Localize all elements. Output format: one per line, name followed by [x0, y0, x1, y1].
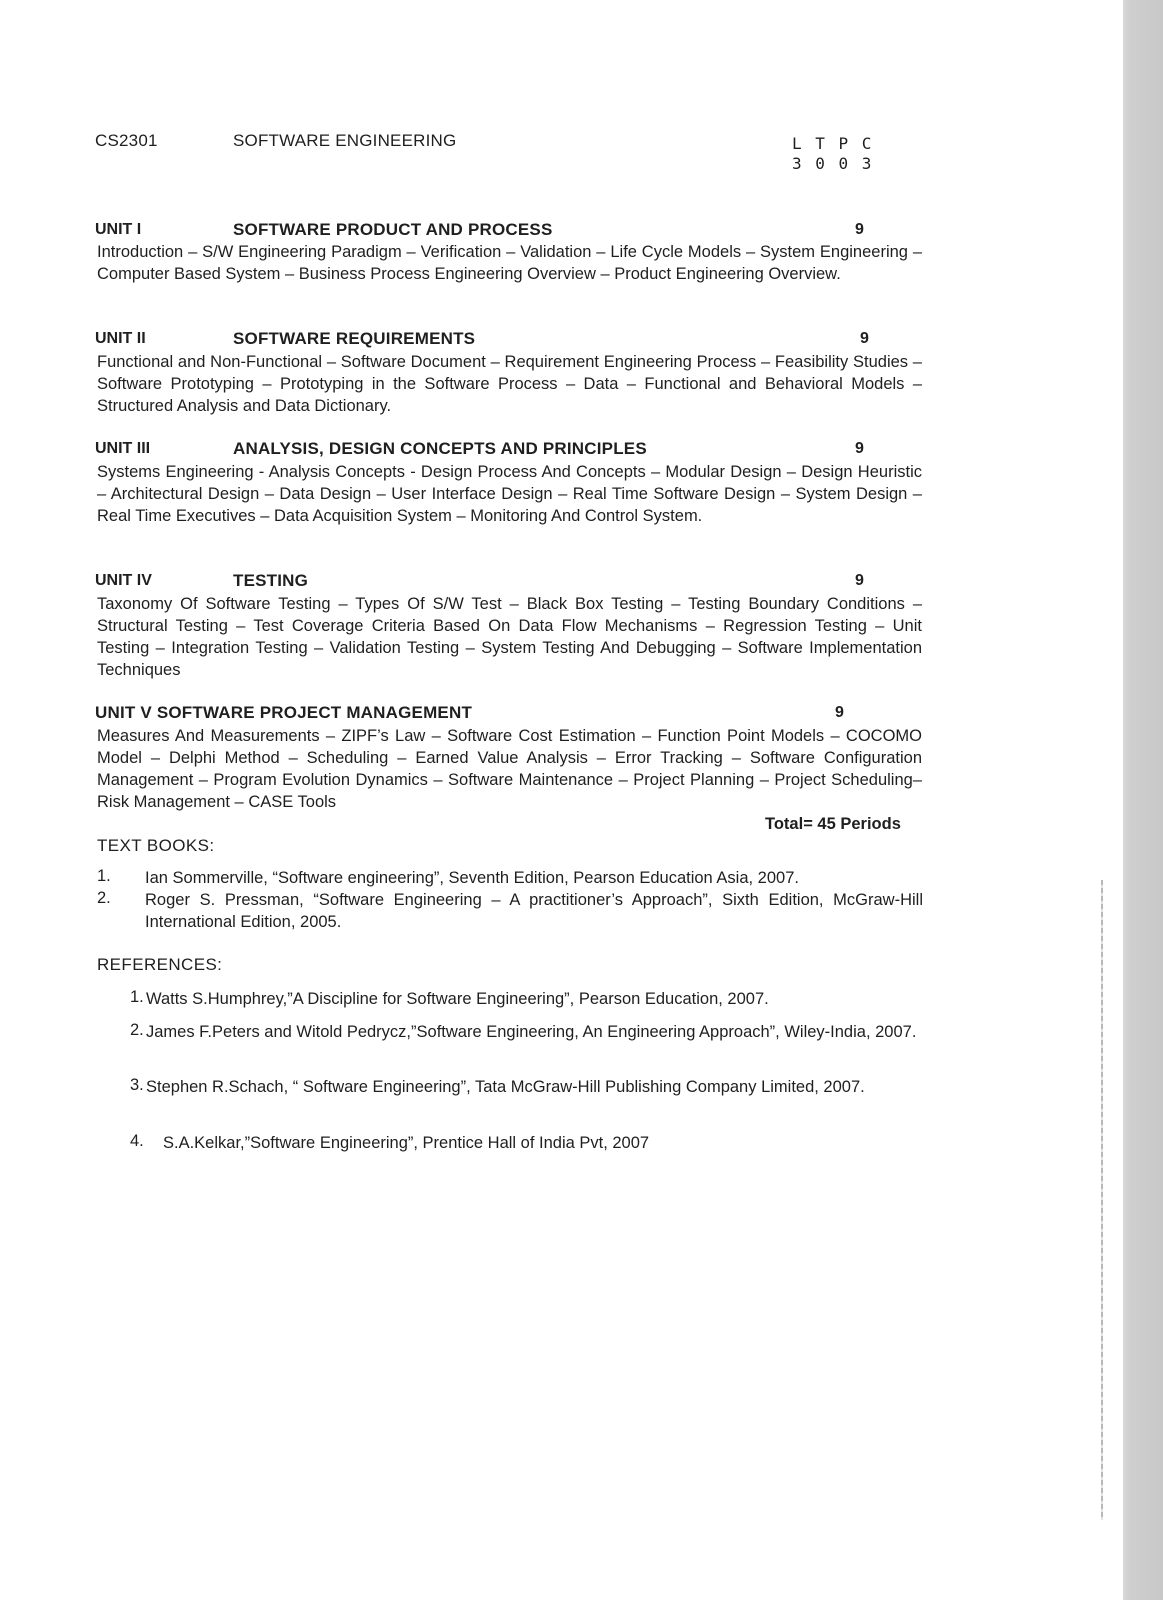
- reference-2: [146, 1021, 925, 1043]
- unit-4-content: Taxonomy Of Software Testing – Types Of S/W Test – Black Box Testing – Testing Boundary Conditions – Structural Testing – Test Coverage Criteria Based On Data Flow Mechanisms – Regression Testing – Unit Testing – Integration Testing – Validation Testing – System Testing And Debugging – Software Implementation Techniques: [97, 595, 922, 679]
- unit-3-title: ANALYSIS, DESIGN CONCEPTS AND PRINCIPLES: [233, 439, 647, 458]
- scan-margin-line: [1101, 880, 1103, 1520]
- reference-4-number: 4.: [130, 1132, 144, 1150]
- course-code: CS2301: [95, 131, 158, 150]
- total-periods: Total= 45 Periods: [765, 815, 901, 833]
- unit-3-content: Systems Engineering - Analysis Concepts - Design Process And Concepts – Modular Design – Design Heuristic – Architectural Design – Data Design – User Interface Design – Real Time Software Design – System Design – Real Time Executives – Data Acquisition System – Monitoring And Control System.: [97, 463, 922, 525]
- text-book-1-number: 1.: [97, 867, 111, 885]
- scan-shadow-edge: [1123, 0, 1163, 1600]
- unit-4-hours: 9: [855, 572, 864, 589]
- unit-4-title: TESTING: [233, 571, 309, 590]
- references-heading: REFERENCES:: [97, 955, 223, 974]
- course-title: SOFTWARE ENGINEERING: [233, 131, 457, 150]
- ltpc-values: 3 0 0 3: [792, 154, 874, 173]
- unit-1-code: UNIT I: [95, 221, 142, 238]
- unit-4-code: UNIT IV: [95, 572, 152, 589]
- unit-3-code: UNIT III: [95, 440, 151, 457]
- unit-2-title: SOFTWARE REQUIREMENTS: [233, 329, 476, 348]
- reference-2-number: 2.: [130, 1021, 144, 1039]
- unit-1-title: SOFTWARE PRODUCT AND PROCESS: [233, 220, 553, 239]
- unit-3-hours: 9: [855, 440, 864, 457]
- unit-2-content: Functional and Non-Functional – Software Document – Requirement Engineering Process – Feasibility Studies – Software Prototyping – Prototyping in the Software Process – Data – Functional and Behavioral Models – Structured Analysis and Data Dictionary.: [97, 353, 922, 415]
- text-book-1: Ian Sommerville, “Software engineering”, Seventh Edition, Pearson Education Asia, 2007.: [145, 869, 799, 887]
- unit-1-hours: 9: [855, 221, 864, 238]
- text-book-2: Roger S. Pressman, “Software Engineering – A practitioner’s Approach”, Sixth Edition, McGraw-Hill International Edition, 2005.: [145, 891, 923, 931]
- reference-1: Watts S.Humphrey,”A Discipline for Software Engineering”, Pearson Education, 2007.: [146, 990, 769, 1008]
- reference-3-text: Stephen R.Schach, “ Software Engineering”, Tata McGraw-Hill Publishing Company Limited, 2007.: [146, 1078, 865, 1096]
- unit-2-code: UNIT II: [95, 330, 146, 347]
- reference-1-number: 1.: [130, 988, 144, 1006]
- reference-3: [146, 1076, 925, 1098]
- reference-2-text: James F.Peters and Witold Pedrycz,”Software Engineering, An Engineering Approach”, Wiley-India, 2007.: [146, 1023, 917, 1041]
- reference-4: S.A.Kelkar,”Software Engineering”, Prentice Hall of India Pvt, 2007: [163, 1134, 650, 1152]
- unit-5-heading: UNIT V SOFTWARE PROJECT MANAGEMENT: [95, 703, 473, 722]
- text-book-2-number: 2.: [97, 889, 111, 907]
- unit-1-content: Introduction – S/W Engineering Paradigm – Verification – Validation – Life Cycle Models – System Engineering – Computer Based System – Business Process Engineering Overview – Product Engineering Overview.: [97, 243, 922, 283]
- ltpc-label: L T P C: [792, 134, 874, 153]
- reference-3-number: 3.: [130, 1076, 144, 1094]
- unit-2-hours: 9: [860, 330, 869, 347]
- unit-5-content: Measures And Measurements – ZIPF’s Law – Software Cost Estimation – Function Point Models – COCOMO Model – Delphi Method – Scheduling – Earned Value Analysis – Error Tracking – Software Configuration Management – Program Evolution Dynamics – Software Maintenance – Project Planning – Project Scheduling– Risk Management – CASE Tools: [97, 727, 922, 811]
- unit-5-hours: 9: [835, 704, 844, 721]
- text-books-heading: TEXT BOOKS:: [97, 836, 215, 855]
